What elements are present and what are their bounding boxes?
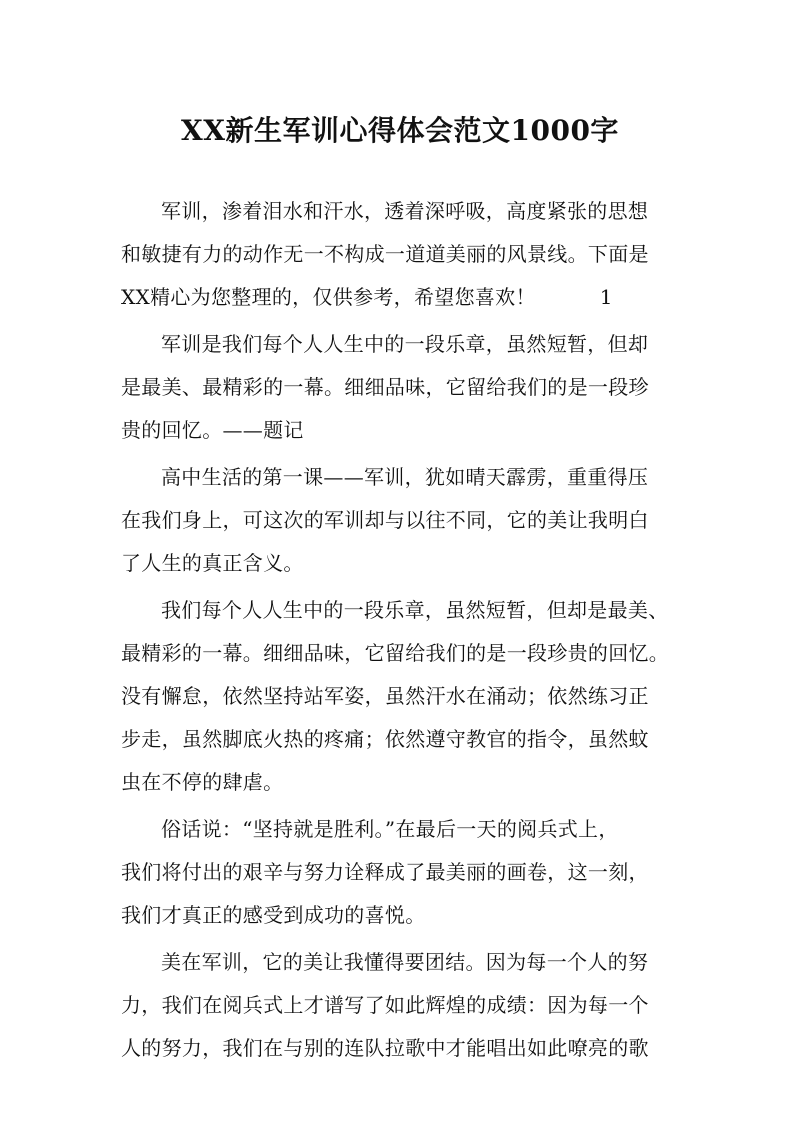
paragraph-perseverance <box>121 589 681 804</box>
paragraph-line: 和敏捷有力的动作无一不构成一道道美丽的风景线。下面是 <box>121 242 649 266</box>
paragraph-line: 军训是我们每个人人生中的一段乐章，虽然短暂，但却 <box>161 332 649 356</box>
paragraph-line: 最精彩的一幕。细细品味，它留给我们的是一段珍贵的回忆。 <box>121 641 670 665</box>
paragraph-first-lesson <box>121 456 681 585</box>
paragraph-line: 是最美、最精彩的一幕。细细品味，它留给我们的是一段珍 <box>121 375 649 399</box>
paragraph-line: 人的努力，我们在与别的连队拉歌中才能唱出如此嘹亮的歌 <box>121 1036 649 1060</box>
paragraph-line: 虫在不停的肆虐。 <box>121 770 284 794</box>
paragraph-line: 美在军训，它的美让我懂得要团结。因为每一个人的努 <box>161 950 649 974</box>
paragraph-line: 高中生活的第一课——军训，犹如晴天霹雳，重重得压 <box>161 465 649 489</box>
paragraph-line: 在我们身上，可这次的军训却与以往不同，它的美让我明白 <box>121 508 649 532</box>
paragraph-line: 俗话说：“坚持就是胜利。”在最后一天的阅兵式上， <box>161 817 619 841</box>
paragraph-line: 我们每个人人生中的一段乐章，虽然短暂，但却是最美、 <box>161 598 669 622</box>
paragraph-line: 我们将付出的艰辛与努力诠释成了最美丽的画卷，这一刻， <box>121 860 649 884</box>
paragraph-line: 军训，渗着泪水和汗水，透着深呼吸，高度紧张的思想 <box>161 199 649 223</box>
paragraph-parade <box>121 808 681 937</box>
paragraph-line: 步走，虽然脚底火热的疼痛；依然遵守教官的指令，虽然蚊 <box>121 727 649 751</box>
document-title: XX新生军训心得体会范文1000字 <box>181 113 619 147</box>
paragraph-intro <box>121 190 681 319</box>
paragraph-line: 了人生的真正含义。 <box>121 551 304 575</box>
page-number: 1 <box>599 285 613 309</box>
paragraph-epigraph <box>121 323 681 452</box>
paragraph-line: 贵的回忆。——题记 <box>121 418 304 442</box>
paragraph-line <box>121 276 681 319</box>
document-body <box>121 190 681 1074</box>
paragraph-line: 力，我们在阅兵式上才谱写了如此辉煌的成绩：因为每一个 <box>121 993 649 1017</box>
paragraph-unity <box>121 941 681 1070</box>
paragraph-line-text: XX精心为您整理的，仅供参考，希望您喜欢！ <box>121 285 536 309</box>
paragraph-line: 我们才真正的感受到成功的喜悦。 <box>121 903 426 927</box>
paragraph-line: 没有懈怠，依然坚持站军姿，虽然汗水在涌动；依然练习正 <box>121 684 649 708</box>
